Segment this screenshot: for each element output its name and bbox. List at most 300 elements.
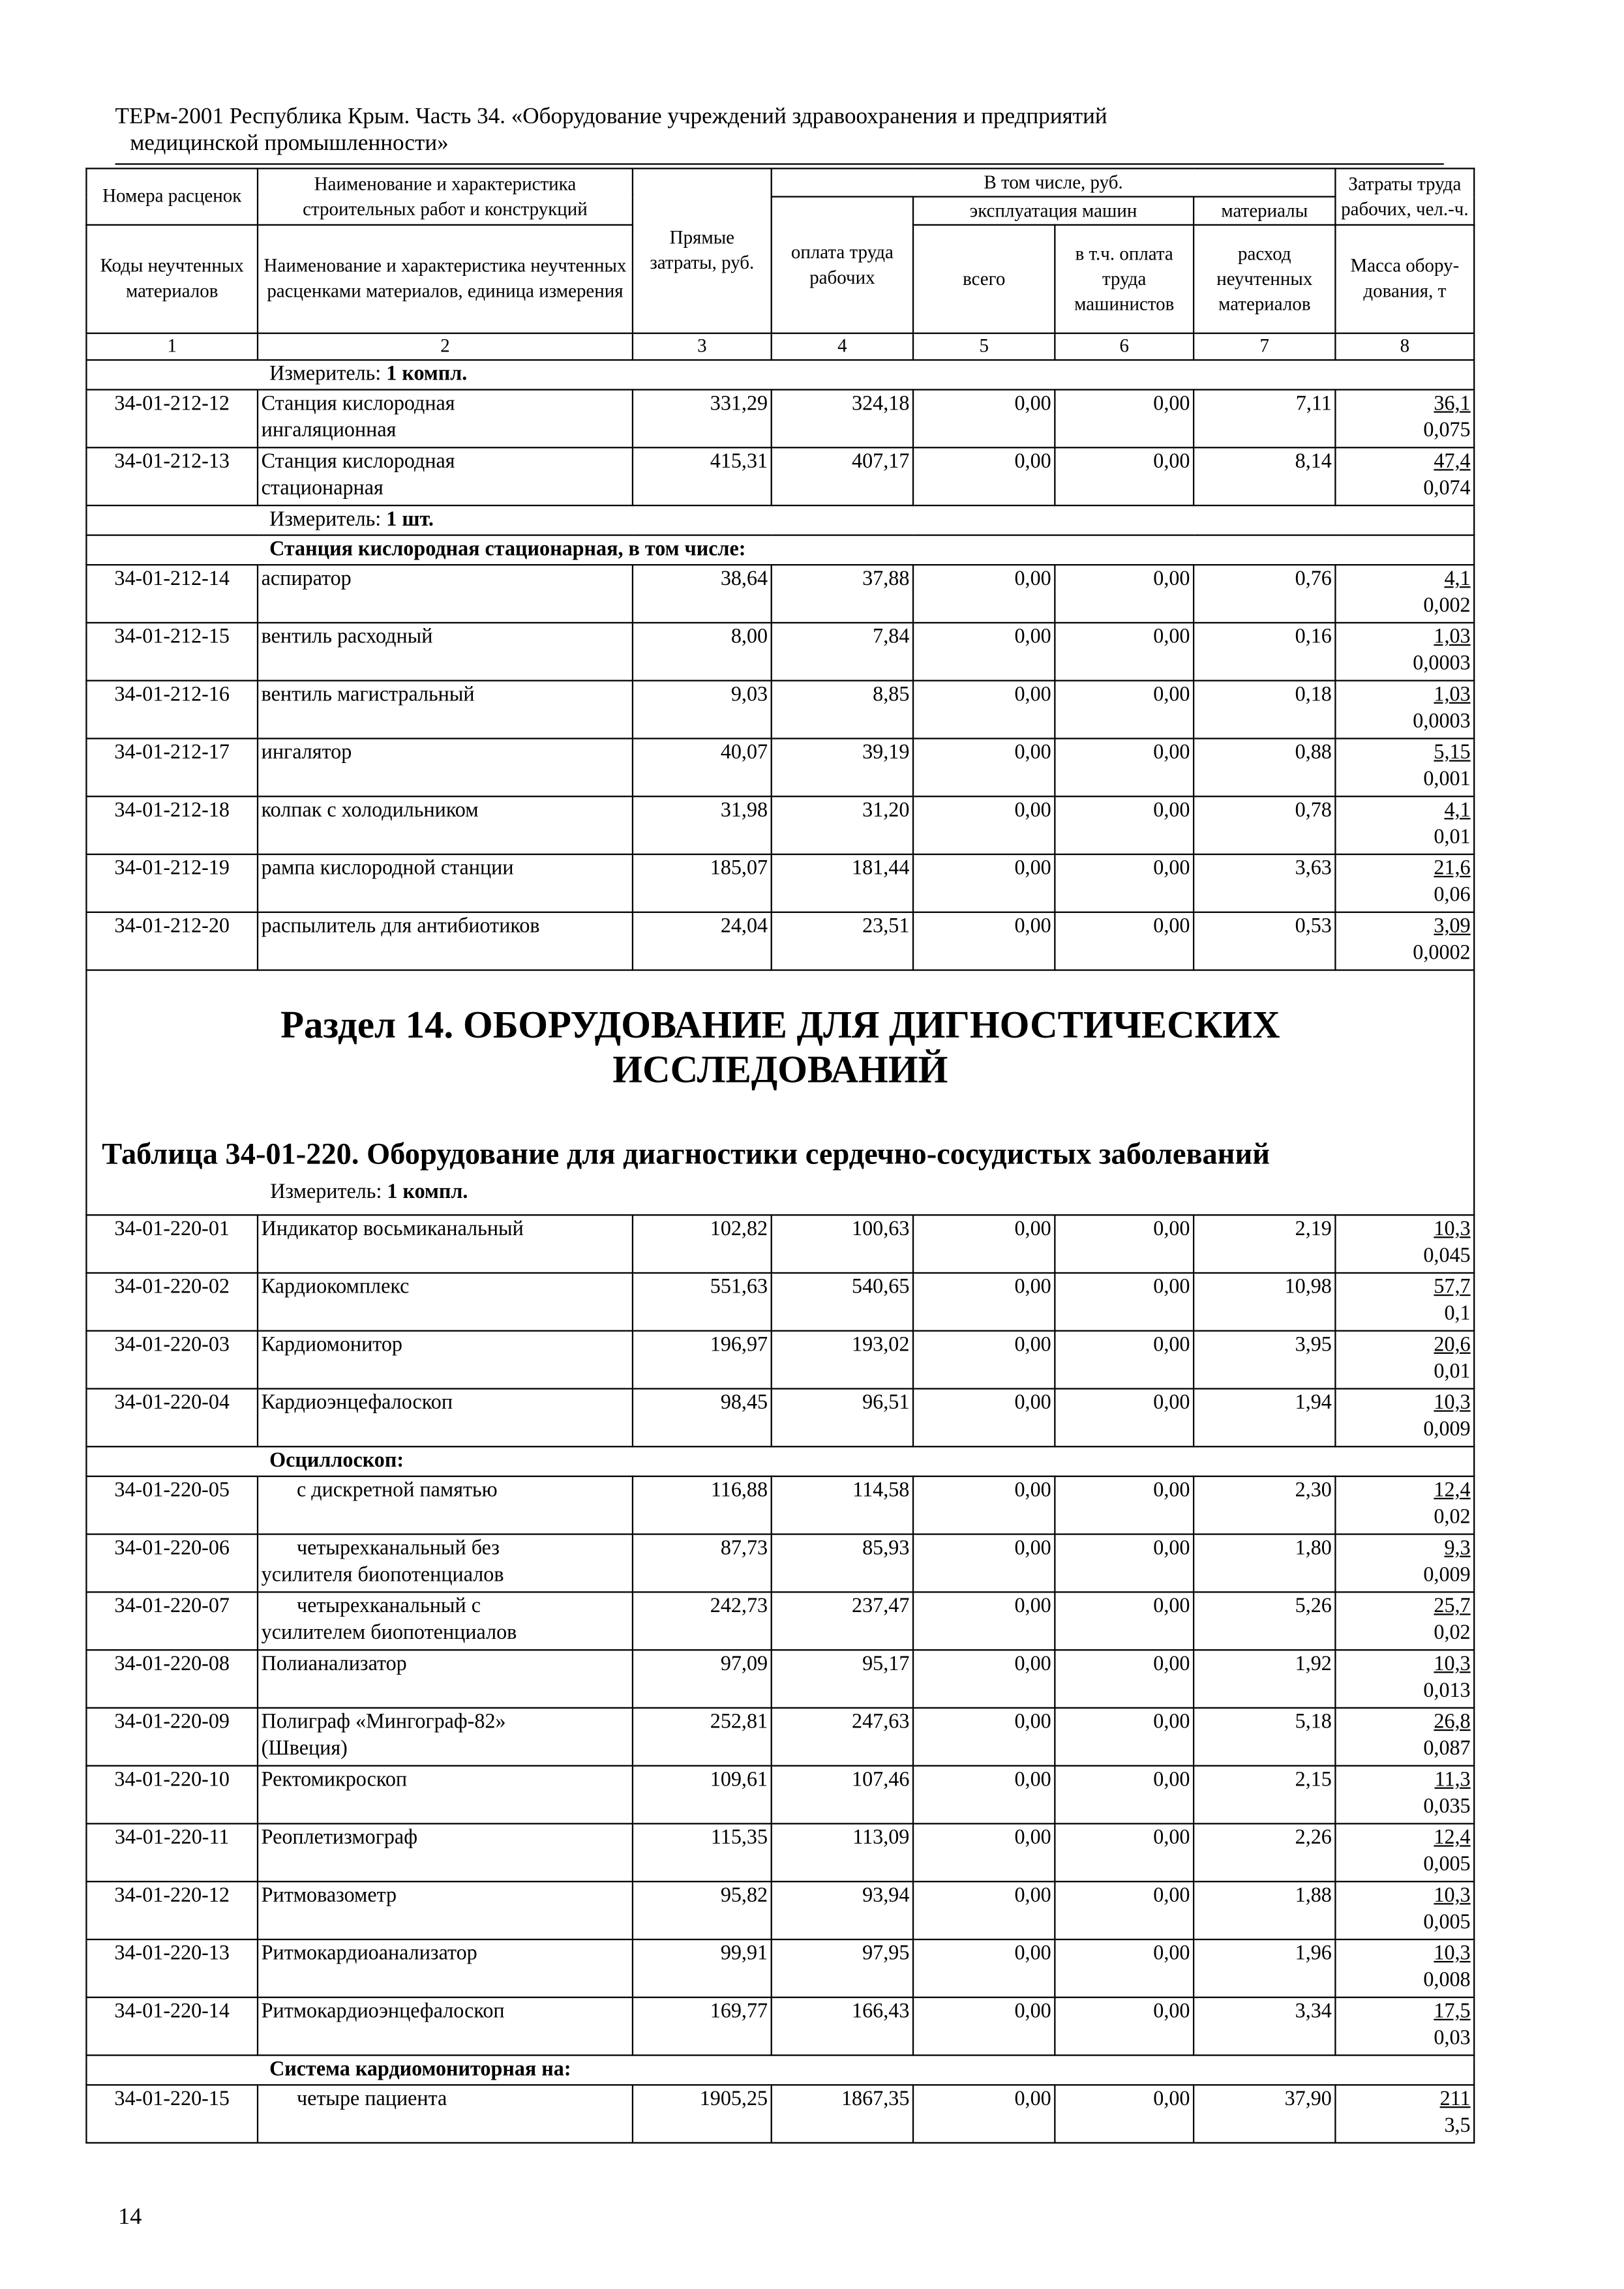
equipment-mass-value: 0,01 [1434,825,1471,850]
cell-mach-labor: 0,00 [1055,2085,1194,2143]
rate-code: 34-01-212-13 [86,447,258,505]
rate-name-line1: Кардиоэнцефалоскоп [261,1390,453,1415]
cell-hours-mass [1335,1708,1474,1766]
cell-mach: 0,00 [913,1708,1055,1766]
cell-direct: 115,35 [633,1823,772,1881]
cell-labor: 100,63 [772,1215,913,1273]
group-label: Система кардиомониторная на: [258,2056,1474,2086]
cell-mach: 0,00 [913,854,1055,912]
cell-mach: 0,00 [913,390,1055,448]
equipment-mass-value: 0,013 [1423,1679,1471,1703]
equipment-mass-value: 0,01 [1434,1360,1471,1384]
cell-mach: 0,00 [913,1388,1055,1446]
rate-name-line1: четырехканальный без [296,1536,500,1561]
rate-code: 34-01-220-02 [86,1273,258,1331]
rate-name [258,1823,633,1881]
cell-direct: 551,63 [633,1273,772,1331]
cell-mach: 0,00 [913,623,1055,681]
cell-mach-labor: 0,00 [1055,1766,1194,1824]
cell-labor: 114,58 [772,1476,913,1534]
col-work-name: Наименование и характеристика строительных работ и конструкций [258,168,633,224]
cell-mach-labor: 0,00 [1055,1881,1194,1939]
group-row [86,1446,1474,1476]
labor-hours-value: 47,4 [1434,449,1471,474]
rate-name [258,1650,633,1708]
rate-name-line1: распылитель для антибиотиков [261,914,540,938]
column-number: 3 [633,333,772,360]
cell-direct: 9,03 [633,681,772,739]
rate-code: 34-01-212-19 [86,854,258,912]
cell-mach-labor: 0,00 [1055,1215,1194,1273]
cell-labor: 96,51 [772,1388,913,1446]
rate-name-line1: Кардиокомплекс [261,1275,410,1299]
rate-name-line1: Полианализатор [261,1652,407,1676]
rate-name [258,738,633,796]
cell-mach-labor: 0,00 [1055,854,1194,912]
table-row [86,1650,1474,1708]
cell-mat: 1,80 [1194,1534,1335,1593]
cell-direct: 31,98 [633,796,772,854]
cell-hours-mass [1335,681,1474,739]
cell-mat: 2,30 [1194,1476,1335,1534]
rate-name [258,1997,633,2056]
rate-name [258,854,633,912]
rate-name [258,1273,633,1331]
rate-name-line1: с дискретной памятью [296,1478,498,1503]
column-number: 6 [1055,333,1194,360]
rate-code: 34-01-212-20 [86,912,258,970]
cell-mat: 0,16 [1194,623,1335,681]
rate-code: 34-01-212-16 [86,681,258,739]
rate-name-line1: Полиграф «Мингограф-82» [261,1710,506,1734]
col-machines-total: всего [913,225,1055,333]
cell-mat: 37,90 [1194,2085,1335,2143]
rate-name [258,1534,633,1593]
rate-name-line2: усилителя биопотенциалов [261,1563,504,1587]
rate-code: 34-01-220-07 [86,1592,258,1650]
table-row [86,1215,1474,1273]
cell-mat: 7,11 [1194,390,1335,448]
rate-name [258,912,633,970]
labor-hours-value: 211 [1439,2087,1471,2111]
cell-mat: 8,14 [1194,447,1335,505]
cell-mach: 0,00 [913,2085,1055,2143]
cell-hours-mass [1335,1650,1474,1708]
cell-direct: 1905,25 [633,2085,772,2143]
cell-mat: 0,78 [1194,796,1335,854]
column-number: 2 [258,333,633,360]
table-row [86,1997,1474,2056]
cell-mach-labor: 0,00 [1055,1997,1194,2056]
labor-hours-value: 12,4 [1434,1825,1471,1850]
equipment-mass-value: 0,005 [1423,1910,1471,1935]
cell-labor: 85,93 [772,1534,913,1593]
cell-mat: 10,98 [1194,1273,1335,1331]
cell-direct: 99,91 [633,1939,772,1997]
rate-code: 34-01-220-06 [86,1534,258,1593]
table-row [86,1939,1474,1997]
cell-labor: 324,18 [772,390,913,448]
cell-labor: 23,51 [772,912,913,970]
cell-labor: 39,19 [772,738,913,796]
cell-labor: 8,85 [772,681,913,739]
cell-direct: 98,45 [633,1388,772,1446]
measure-label [87,1178,1474,1205]
section-title-line1: Раздел 14. ОБОРУДОВАНИЕ ДЛЯ ДИГНОСТИЧЕСКИХ [280,1003,1280,1047]
cell-labor: 181,44 [772,854,913,912]
header-rule [115,163,1444,164]
cell-labor: 113,09 [772,1823,913,1881]
table-title: Таблица 34-01-220. Оборудование для диагностики сердечно-сосудистых заболеваний [102,1138,1270,1172]
cell-labor: 193,02 [772,1331,913,1389]
header-line-1: ТЕРм-2001 Республика Крым. Часть 34. «Оборудование учреждений здравоохранения и предприятий [115,104,1107,130]
table-row [86,1331,1474,1389]
cell-direct: 95,82 [633,1881,772,1939]
cell-hours-mass [1335,1388,1474,1446]
equipment-mass-value: 0,0003 [1413,710,1471,734]
rate-name-line1: рампа кислородной станции [261,856,514,880]
measure-prefix: Измеритель: [269,507,382,531]
column-number: 7 [1194,333,1335,360]
rate-name [258,623,633,681]
rate-code: 34-01-220-13 [86,1939,258,1997]
cell-mach: 0,00 [913,1331,1055,1389]
rate-code: 34-01-220-15 [86,2085,258,2143]
cell-mat: 3,34 [1194,1997,1335,2056]
rate-code: 34-01-220-04 [86,1388,258,1446]
rate-name-line1: четырехканальный с [296,1594,481,1619]
cell-mach: 0,00 [913,912,1055,970]
cell-direct: 24,04 [633,912,772,970]
rate-name [258,1708,633,1766]
cell-mach-labor: 0,00 [1055,738,1194,796]
cell-labor: 95,17 [772,1650,913,1708]
cell-hours-mass [1335,796,1474,854]
rate-code: 34-01-220-10 [86,1766,258,1824]
cell-mach-labor: 0,00 [1055,447,1194,505]
rate-name [258,2085,633,2143]
measure-row [86,360,1474,390]
cell-labor: 107,46 [772,1766,913,1824]
cell-mat: 2,26 [1194,1823,1335,1881]
table-row [86,912,1474,970]
column-numbers-row [86,333,1474,360]
measure-row [86,505,1474,535]
rate-name [258,390,633,448]
table-row [86,1881,1474,1939]
cell-direct: 196,97 [633,1331,772,1389]
cell-direct: 102,82 [633,1215,772,1273]
col-equipment-mass: Масса обору-дования, т [1335,225,1474,333]
labor-hours-value: 4,1 [1444,567,1471,591]
rate-name-line1: Ритмокардиоэнцефалоскоп [261,1999,505,2024]
group-label: Станция кислородная стационарная, в том числе: [258,535,1474,565]
cell-mach: 0,00 [913,1650,1055,1708]
measure-value: 1 компл. [387,1180,468,1204]
cell-mach: 0,00 [913,1997,1055,2056]
col-material-name: Наименование и характеристика неучтенных расценками материалов, единица измерения [258,225,633,333]
labor-hours-value: 9,3 [1444,1536,1471,1561]
table-row [86,1766,1474,1824]
table-row [86,796,1474,854]
group-blank [86,1446,258,1476]
cell-labor: 93,94 [772,1881,913,1939]
labor-hours-value: 4,1 [1444,798,1471,823]
cell-mach-labor: 0,00 [1055,1273,1194,1331]
cell-mat: 5,26 [1194,1592,1335,1650]
cell-hours-mass [1335,390,1474,448]
labor-hours-value: 1,03 [1434,683,1471,707]
cell-mat: 1,92 [1194,1650,1335,1708]
measure-prefix: Измеритель: [269,362,382,386]
cell-mach: 0,00 [913,1592,1055,1650]
cell-hours-mass [1335,1592,1474,1650]
group-row [86,2056,1474,2086]
cell-direct: 40,07 [633,738,772,796]
cell-mach-labor: 0,00 [1055,1650,1194,1708]
labor-hours-value: 21,6 [1434,856,1471,880]
rate-name [258,1939,633,1997]
cell-direct: 169,77 [633,1997,772,2056]
cell-hours-mass [1335,1823,1474,1881]
rate-code: 34-01-220-11 [86,1823,258,1881]
col-direct-costs: Прямые затраты, руб. [633,168,772,333]
cell-direct: 185,07 [633,854,772,912]
cell-labor: 37,88 [772,565,913,623]
cell-mach: 0,00 [913,447,1055,505]
cell-hours-mass [1335,738,1474,796]
cell-direct: 252,81 [633,1708,772,1766]
rate-code: 34-01-212-12 [86,390,258,448]
cell-mat: 1,96 [1194,1939,1335,1997]
equipment-mass-value: 0,075 [1423,418,1471,443]
cell-mach-labor: 0,00 [1055,1388,1194,1446]
equipment-mass-value: 0,06 [1434,883,1471,907]
cell-mach-labor: 0,00 [1055,1534,1194,1593]
equipment-mass-value: 0,005 [1423,1852,1471,1877]
labor-hours-value: 5,15 [1434,740,1471,765]
cell-mach: 0,00 [913,1881,1055,1939]
cell-hours-mass [1335,1997,1474,2056]
page-number: 14 [118,2204,142,2230]
cell-direct: 331,29 [633,390,772,448]
cell-labor: 237,47 [772,1592,913,1650]
group-blank [86,535,258,565]
cell-hours-mass [1335,1766,1474,1824]
rate-name-line1: Индикатор восьмиканальный [261,1217,524,1241]
table-row [86,1534,1474,1593]
rate-name [258,1388,633,1446]
rate-name-line1: Станция кислородная [261,449,455,474]
cell-hours-mass [1335,1273,1474,1331]
rate-code: 34-01-220-14 [86,1997,258,2056]
column-number: 1 [86,333,258,360]
measure-value: 1 шт. [386,507,434,531]
header-line-2: медицинской промышленности» [130,130,449,157]
cell-mat: 0,76 [1194,565,1335,623]
equipment-mass-value: 0,02 [1434,1621,1471,1645]
cell-mach: 0,00 [913,681,1055,739]
rate-code: 34-01-212-18 [86,796,258,854]
rate-name-line1: Ритмокардиоанализатор [261,1941,477,1966]
labor-hours-value: 20,6 [1434,1333,1471,1357]
labor-hours-value: 10,3 [1434,1390,1471,1415]
cell-mach: 0,00 [913,1823,1055,1881]
cell-hours-mass [1335,1881,1474,1939]
equipment-mass-value: 0,0002 [1413,941,1471,965]
cell-direct: 116,88 [633,1476,772,1534]
rate-name-line1: аспиратор [261,567,352,591]
cell-mat: 1,88 [1194,1881,1335,1939]
table-row [86,738,1474,796]
rate-code: 34-01-212-15 [86,623,258,681]
table-row [86,1476,1474,1534]
col-materials: материалы [1194,197,1335,225]
rate-name-line2: ингаляционная [261,418,397,443]
cell-hours-mass [1335,565,1474,623]
rate-name [258,1476,633,1534]
measure-prefix: Измеритель: [270,1180,382,1204]
labor-hours-value: 1,03 [1434,625,1471,649]
cell-hours-mass [1335,447,1474,505]
table-row [86,2085,1474,2143]
cell-hours-mass [1335,2085,1474,2143]
labor-hours-value: 10,3 [1434,1652,1471,1676]
rate-name-line1: вентиль расходный [261,625,433,649]
table-row [86,390,1474,448]
cell-mach: 0,00 [913,1766,1055,1824]
rate-code: 34-01-212-14 [86,565,258,623]
cell-hours-mass [1335,912,1474,970]
section-title-line2: ИССЛЕДОВАНИЙ [612,1048,948,1092]
cell-hours-mass [1335,1331,1474,1389]
cell-direct: 97,09 [633,1650,772,1708]
section-heading-row [86,970,1474,1216]
measure-value: 1 компл. [386,362,468,386]
rate-name-line1: колпак с холодильником [261,798,479,823]
table-row [86,565,1474,623]
cell-mat: 0,88 [1194,738,1335,796]
cell-mat: 5,18 [1194,1708,1335,1766]
cell-mach-labor: 0,00 [1055,796,1194,854]
cell-mach-labor: 0,00 [1055,1331,1194,1389]
equipment-mass-value: 0,009 [1423,1563,1471,1587]
cell-mach-labor: 0,00 [1055,390,1194,448]
equipment-mass-value: 0,1 [1444,1302,1471,1326]
column-number: 8 [1335,333,1474,360]
cell-direct: 38,64 [633,565,772,623]
rate-name [258,1881,633,1939]
col-labor-hours: Затраты труда рабочих, чел.-ч. [1335,168,1474,224]
rate-name [258,1331,633,1389]
cell-mach-labor: 0,00 [1055,1708,1194,1766]
labor-hours-value: 10,3 [1434,1883,1471,1908]
col-worker-pay: оплата труда рабочих [772,197,913,333]
col-including: В том числе, руб. [772,168,1336,196]
rate-name-line2: усилителем биопотенциалов [261,1621,517,1645]
cell-hours-mass [1335,623,1474,681]
rate-name-line1: Станция кислородная [261,391,455,416]
rate-name [258,565,633,623]
cell-mach: 0,00 [913,796,1055,854]
equipment-mass-value: 0,087 [1423,1737,1471,1761]
rate-name [258,681,633,739]
rate-name-line2: (Швеция) [261,1737,348,1761]
cell-labor: 166,43 [772,1997,913,2056]
cell-mach-labor: 0,00 [1055,1592,1194,1650]
equipment-mass-value: 0,074 [1423,476,1471,501]
rate-name [258,796,633,854]
equipment-mass-value: 0,035 [1423,1795,1471,1819]
equipment-mass-value: 0,001 [1423,767,1471,792]
rate-name-line1: Реоплетизмограф [261,1825,417,1850]
cell-mat: 3,95 [1194,1331,1335,1389]
cell-mach: 0,00 [913,1273,1055,1331]
cell-labor: 540,65 [772,1273,913,1331]
rate-name [258,1592,633,1650]
equipment-mass-value: 0,02 [1434,1505,1471,1529]
labor-hours-value: 10,3 [1434,1941,1471,1966]
rate-name-line1: четыре пациента [296,2087,447,2111]
group-blank [86,2056,258,2086]
table-row [86,854,1474,912]
cell-direct: 415,31 [633,447,772,505]
cell-labor: 407,17 [772,447,913,505]
section-heading-cell [86,970,1474,1216]
column-number: 5 [913,333,1055,360]
labor-hours-value: 3,09 [1434,914,1471,938]
table-row [86,1592,1474,1650]
cell-hours-mass [1335,1939,1474,1997]
equipment-mass-value: 0,03 [1434,2026,1471,2050]
equipment-mass-value: 3,5 [1444,2114,1471,2138]
rate-name-line2: стационарная [261,476,383,501]
col-machinist-pay: в т.ч. оплата труда машинистов [1055,225,1194,333]
labor-hours-value: 57,7 [1434,1275,1471,1299]
rate-code: 34-01-220-01 [86,1215,258,1273]
labor-hours-value: 10,3 [1434,1217,1471,1241]
equipment-mass-value: 0,002 [1423,593,1471,618]
cell-mat: 3,63 [1194,854,1335,912]
cell-hours-mass [1335,1534,1474,1593]
table-row [86,1388,1474,1446]
cell-mach-labor: 0,00 [1055,912,1194,970]
table-row [86,1708,1474,1766]
cell-direct: 8,00 [633,623,772,681]
cell-mach-labor: 0,00 [1055,681,1194,739]
group-label: Осциллоскоп: [258,1446,1474,1476]
cell-mach: 0,00 [913,738,1055,796]
cell-labor: 247,63 [772,1708,913,1766]
measure-blank [86,505,258,535]
rate-code: 34-01-220-12 [86,1881,258,1939]
table-head [86,168,1474,360]
cell-labor: 31,20 [772,796,913,854]
labor-hours-value: 17,5 [1434,1999,1471,2024]
group-row [86,535,1474,565]
rate-name [258,447,633,505]
labor-hours-value: 12,4 [1434,1478,1471,1503]
measure-label [258,505,1474,535]
rate-name-line1: ингалятор [261,740,352,765]
cell-labor: 1867,35 [772,2085,913,2143]
equipment-mass-value: 0,008 [1423,1968,1471,1992]
cell-mach-labor: 0,00 [1055,1939,1194,1997]
rate-code: 34-01-220-09 [86,1708,258,1766]
rate-name-line1: вентиль магистральный [261,683,475,707]
table-row [86,681,1474,739]
cell-hours-mass [1335,1476,1474,1534]
